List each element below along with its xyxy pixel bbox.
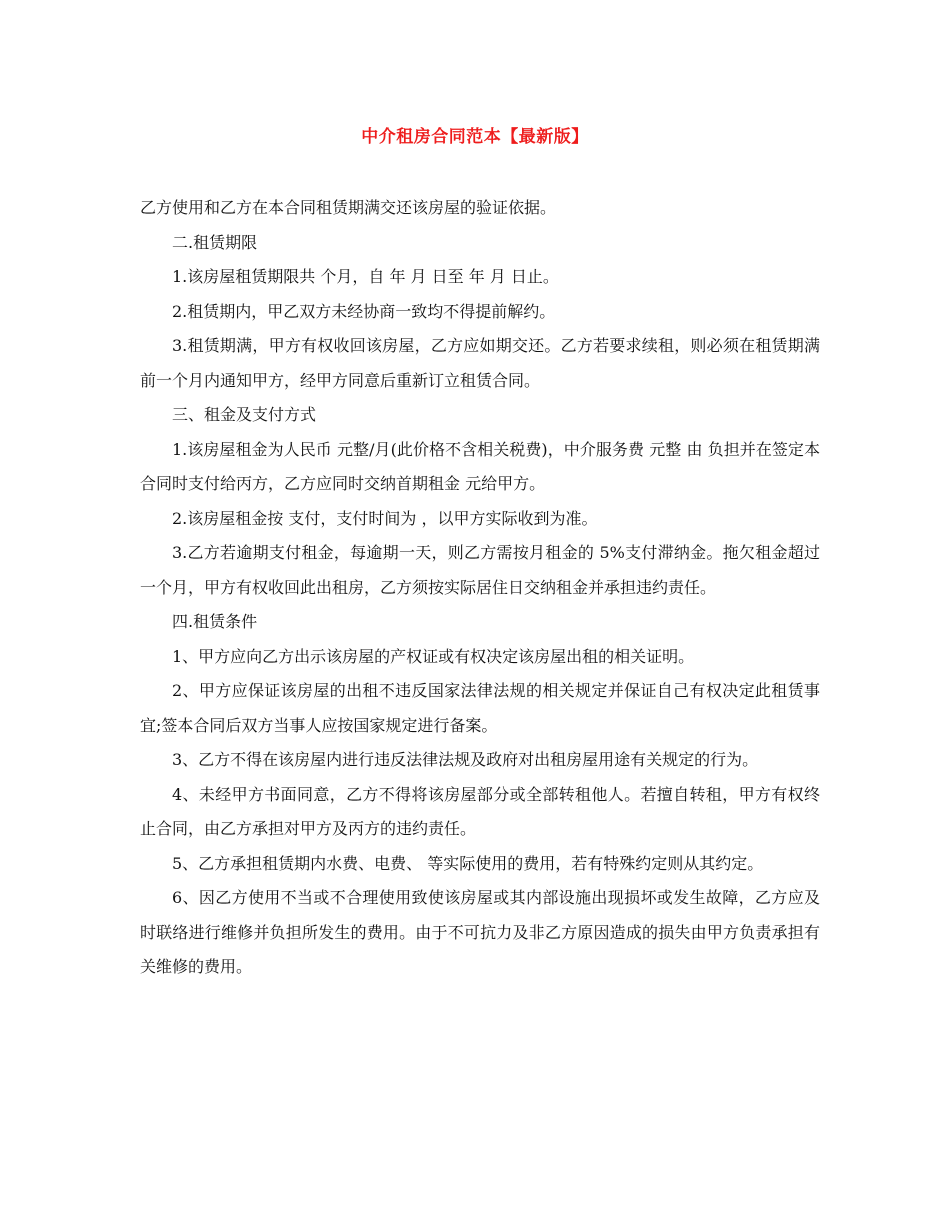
paragraph: 乙方使用和乙方在本合同租赁期满交还该房屋的验证依据。 — [140, 198, 557, 217]
section-heading: 二.租赁期限 — [172, 232, 258, 252]
paragraph: 4、未经甲方书面同意，乙方不得将该房屋部分或全部转租他人。若擅自转租，甲方有权终止合同，由乙方承担对甲方及丙方的违约责任。 — [140, 784, 820, 838]
section-heading: 四.租赁条件 — [172, 612, 258, 631]
paragraph: 3.租赁期满，甲方有权收回该房屋，乙方应如期交还。乙方若要求续租，则必须在租赁期满前一个月内通知甲方，经甲方同意后重新订立租赁合同。 — [140, 336, 820, 390]
paragraph: 2.租赁期内，甲乙双方未经协商一致均不得提前解约。 — [172, 301, 556, 321]
paragraph: 3、乙方不得在该房屋内进行违反法律法规及政府对出租房屋用途有关规定的行为。 — [172, 750, 759, 769]
section-heading: 三、租金及支付方式 — [172, 405, 317, 424]
document-body — [140, 191, 820, 985]
paragraph: 1.该房屋租赁期限共 个月，自 年 月 日至 年 月 日止。 — [172, 267, 559, 286]
paragraph: 1、甲方应向乙方出示该房屋的产权证或有权决定该房屋出租的相关证明。 — [172, 646, 695, 666]
paragraph: 2、甲方应保证该房屋的出租不违反国家法律法规的相关规定并保证自己有权决定此租赁事宜;签本合同后双方当事人应按国家规定进行备案。 — [140, 681, 820, 735]
document-title: 中介租房合同范本【最新版】 — [361, 127, 589, 147]
paragraph: 5、乙方承担租赁期内水费、电费、 等实际使用的费用，若有特殊约定则从其约定。 — [172, 853, 764, 873]
paragraph: 6、因乙方使用不当或不合理使用致使该房屋或其内部设施出现损坏或发生故障，乙方应及时联络进行维修并负担所发生的费用。由于不可抗力及非乙方原因造成的损失由甲方负责承担有关维修的费用。 — [140, 888, 820, 976]
paragraph: 2.该房屋租金按 支付，支付时间为 ，以甲方实际收到为准。 — [172, 508, 598, 528]
paragraph: 1.该房屋租金为人民币 元整/月(此价格不含相关税费)，中介服务费 元整 由 负担并在签定本合同时支付给丙方，乙方应同时交纳首期租金 元给甲方。 — [140, 439, 820, 493]
paragraph: 3.乙方若逾期支付租金，每逾期一天，则乙方需按月租金的 5%支付滞纳金。拖欠租金超过一个月，甲方有权收回此出租房，乙方须按实际居住日交纳租金并承担违约责任。 — [140, 543, 820, 597]
